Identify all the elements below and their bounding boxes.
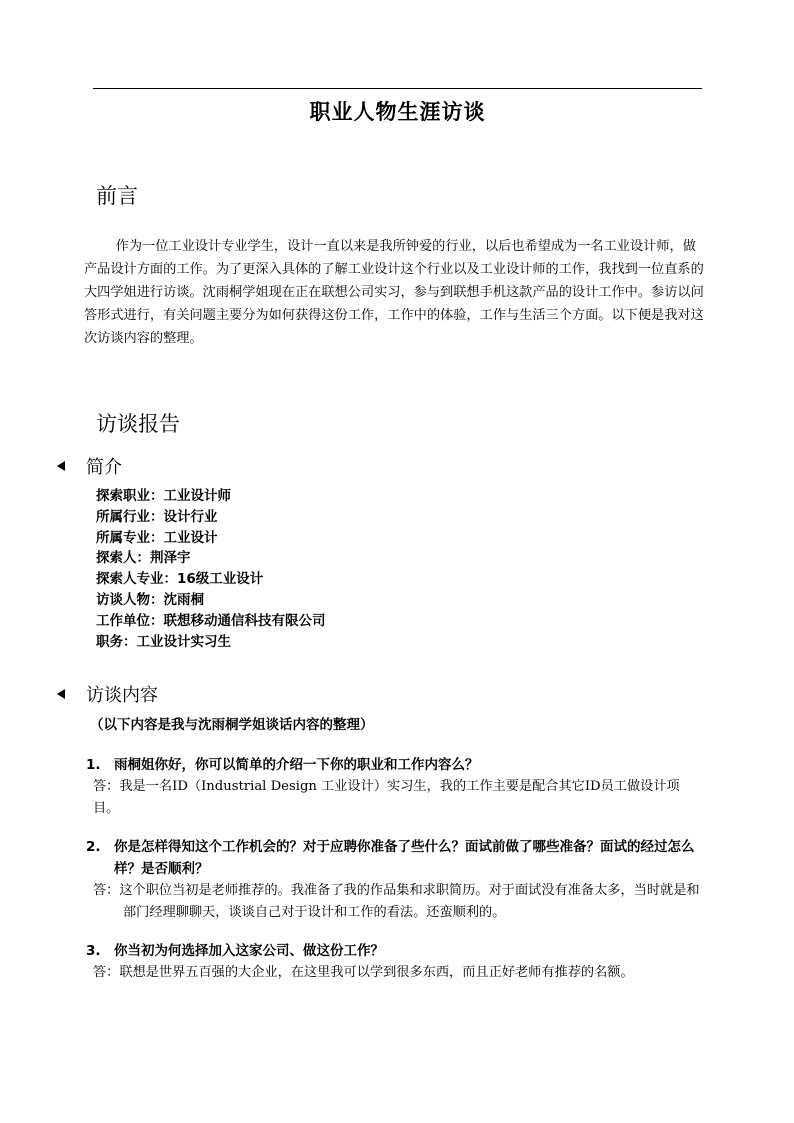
question-text: 雨桐姐你好，你可以简单的介绍一下你的职业和工作内容么？ — [114, 757, 479, 773]
intro-item-industry: 所属行业：设计行业 — [96, 508, 218, 525]
triangle-bullet-icon — [57, 689, 65, 699]
qa-item — [86, 836, 706, 924]
intro-item-career: 探索职业：工业设计师 — [96, 488, 231, 504]
question-text: 你当初为何选择加入这家公司、做这份工作？ — [114, 943, 384, 959]
document-title: 职业人物生涯访谈 — [309, 100, 486, 124]
answer-text: 答：联想是世界五百强的大企业，在这里我可以学到很多东西，而且正好老师有推荐的名额。 — [93, 965, 634, 980]
triangle-bullet-icon — [57, 461, 65, 471]
intro-item-employer: 工作单位：联想移动通信科技有限公司 — [96, 612, 326, 629]
question — [86, 836, 706, 880]
intro-list — [96, 486, 326, 652]
question — [86, 940, 706, 962]
intro-item-explorer: 探索人：荆泽宇 — [96, 550, 191, 567]
question-text: 你是怎样得知这个工作机会的？对于应聘你准备了些什么？面试前做了哪些准备？面试的经过怎么样？是否顺利？ — [114, 839, 695, 877]
intro-heading — [57, 453, 122, 479]
answer-text: 答：我是一名ID（Industrial Design 工业设计）实习生，我的工作主要是配合其它ID员工做设计项目。 — [93, 779, 680, 816]
question-number: 1. — [86, 757, 101, 773]
report-heading: 访谈报告 — [96, 412, 180, 436]
intro-item-interviewee: 访谈人物：沈雨桐 — [96, 591, 204, 608]
question-number: 2. — [86, 839, 101, 855]
qa-item — [86, 754, 706, 820]
question — [86, 754, 706, 776]
preface-heading: 前言 — [96, 184, 138, 208]
question-number: 3. — [86, 943, 101, 959]
content-note: （以下内容是我与沈雨桐学姐谈话内容的整理） — [90, 717, 374, 733]
preface-paragraph: 作为一位工业设计专业学生，设计一直以来是我所钟爱的行业，以后也希望成为一名工业设计师，做产品设计方面的工作。为了更深入具体的了解工业设计这个行业以及工业设计师的工作，我找到一位直系的大四学姐进行访谈。沈雨桐学姐现在正在联想公司实习，参与到联想手机这款产品的设计工作中。参访以问答形式进行，有关问题主要分为如何获得这份工作，工作中的体验，工作与生活三个方面。以下便是我对这次访谈内容的整理。 — [84, 239, 704, 346]
intro-item-explorer-major: 探索人专业：16级工业设计 — [96, 571, 264, 588]
intro-heading-label: 简介 — [86, 457, 122, 478]
header-rule — [93, 88, 702, 89]
qa-item — [86, 940, 706, 984]
content-heading — [57, 681, 158, 707]
intro-item-major: 所属专业：工业设计 — [96, 529, 218, 546]
content-heading-label: 访谈内容 — [86, 685, 158, 706]
intro-item-position: 职务：工业设计实习生 — [96, 633, 231, 650]
answer-text: 答：这个职位当初是老师推荐的。我准备了我的作品集和求职简历。对于面试没有准备太多，当时就是和部门经理聊聊天，谈谈自己对于设计和工作的看法。还蛮顺利的。 — [93, 883, 700, 920]
